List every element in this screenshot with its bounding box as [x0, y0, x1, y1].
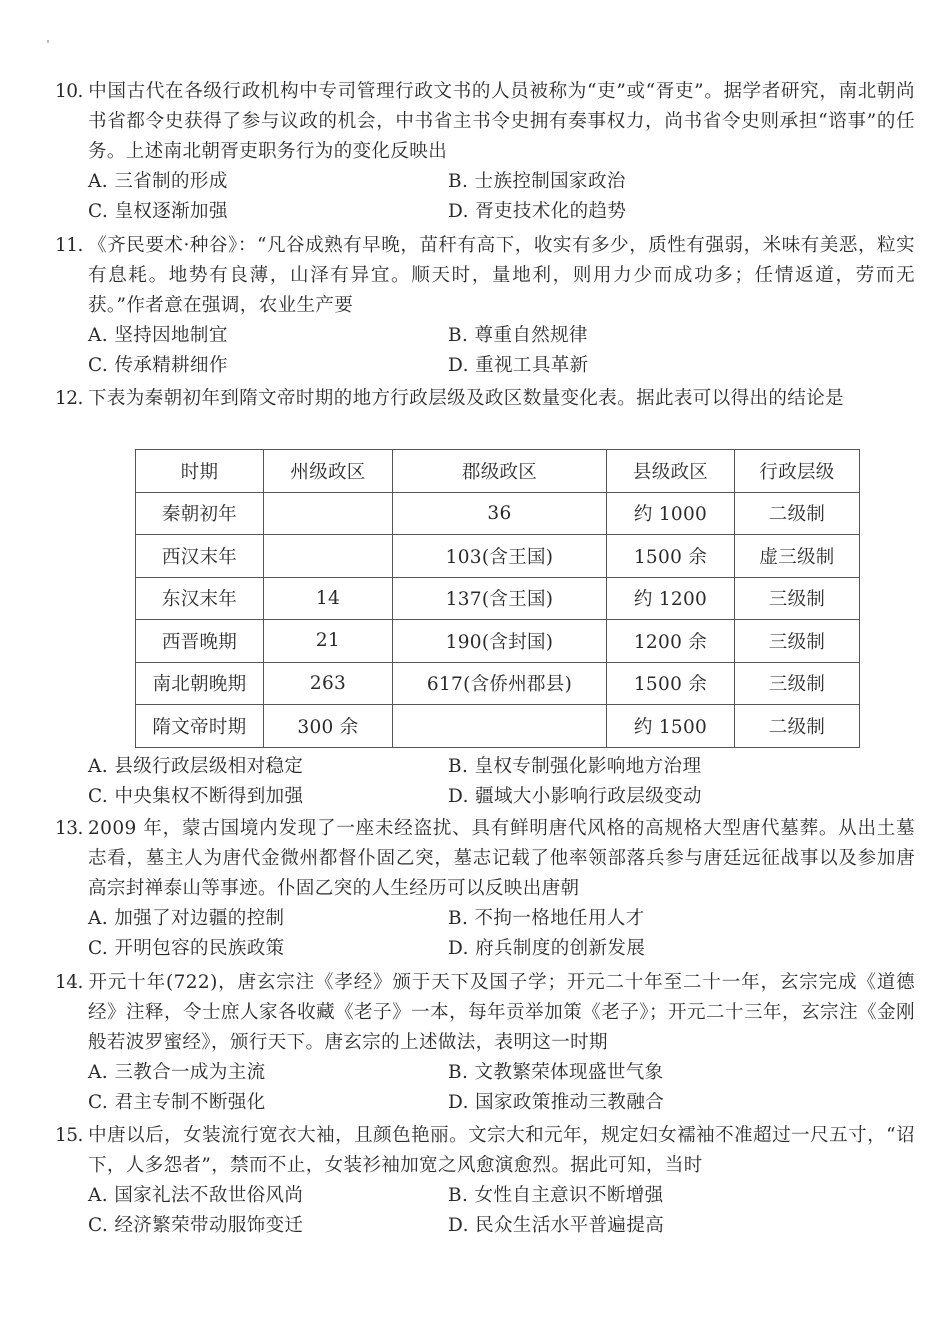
question-stem — [55, 968, 915, 1058]
cell: 约 1000 — [607, 492, 735, 535]
question-stem — [55, 1121, 915, 1181]
option-d[interactable]: D. 民众生活水平普遍提高 — [448, 1215, 665, 1236]
option-c[interactable]: C. 开明包容的民族政策 — [88, 938, 285, 959]
option-a[interactable]: A. 县级行政层级相对稳定 — [88, 756, 304, 777]
cell: 二级制 — [735, 705, 860, 748]
table-row — [136, 662, 860, 705]
cell: 1500 余 — [607, 535, 735, 578]
question-14 — [55, 968, 915, 1118]
question-15 — [55, 1121, 915, 1241]
scan-speck — [47, 40, 49, 43]
option-d[interactable]: D. 重视工具革新 — [448, 355, 589, 376]
question-11 — [55, 231, 915, 381]
question-number: 15. — [55, 1125, 83, 1146]
cell: 21 — [264, 620, 393, 663]
options — [55, 904, 915, 964]
question-text: 中唐以后，女装流行宽衣大袖，且颜色艳丽。文宗大和元年，规定妇女襦袖不准超过一尺五寸，“诏下，人多怨者”，禁而不止，女装衫袖加宽之风愈演愈烈。据此可知，当时 — [88, 1125, 915, 1176]
option-b[interactable]: B. 皇权专制强化影响地方治理 — [448, 756, 702, 777]
cell: 1500 余 — [607, 662, 735, 705]
options — [55, 1058, 915, 1118]
option-c[interactable]: C. 君主专制不断强化 — [88, 1092, 266, 1113]
admin-levels-table — [135, 449, 860, 748]
cell: 三级制 — [735, 577, 860, 620]
option-b[interactable]: B. 不拘一格地任用人才 — [448, 908, 645, 929]
option-a[interactable]: A. 加强了对边疆的控制 — [88, 908, 285, 929]
cell: 190(含封国) — [393, 620, 607, 663]
question-number: 12. — [55, 388, 83, 409]
option-d[interactable]: D. 疆域大小影响行政层级变动 — [448, 786, 702, 807]
cell: 西晋晚期 — [136, 620, 264, 663]
cell — [264, 492, 393, 535]
cell: 约 1500 — [607, 705, 735, 748]
question-12 — [55, 384, 915, 414]
option-c[interactable]: C. 皇权逐渐加强 — [88, 201, 228, 222]
question-number: 13. — [55, 818, 83, 839]
option-c[interactable]: C. 经济繁荣带动服饰变迁 — [88, 1215, 304, 1236]
cell: 137(含王国) — [393, 577, 607, 620]
cell: 东汉末年 — [136, 577, 264, 620]
cell: 秦朝初年 — [136, 492, 264, 535]
table-row — [136, 492, 860, 535]
question-12-options — [55, 752, 915, 812]
option-d[interactable]: D. 胥吏技术化的趋势 — [448, 201, 627, 222]
table-row — [136, 620, 860, 663]
question-text: 下表为秦朝初年到隋文帝时期的地方行政层级及政区数量变化表。据此表可以得出的结论是 — [88, 388, 845, 409]
question-13 — [55, 814, 915, 964]
question-10 — [55, 77, 915, 227]
question-number: 10. — [55, 81, 83, 102]
option-b[interactable]: B. 文教繁荣体现盛世气象 — [448, 1062, 664, 1083]
header-levels: 行政层级 — [735, 450, 860, 493]
option-b[interactable]: B. 女性自主意识不断增强 — [448, 1185, 664, 1206]
cell: 300 余 — [264, 705, 393, 748]
cell: 约 1200 — [607, 577, 735, 620]
option-b[interactable]: B. 尊重自然规律 — [448, 325, 588, 346]
question-number: 11. — [55, 235, 83, 256]
option-a[interactable]: A. 坚持因地制宜 — [88, 325, 228, 346]
option-a[interactable]: A. 三省制的形成 — [88, 171, 228, 192]
table-row — [136, 577, 860, 620]
cell: 36 — [393, 492, 607, 535]
cell: 南北朝晚期 — [136, 662, 264, 705]
cell: 虚三级制 — [735, 535, 860, 578]
cell: 103(含王国) — [393, 535, 607, 578]
question-number: 14. — [55, 972, 83, 993]
question-text: 2009 年，蒙古国境内发现了一座未经盗扰、具有鲜明唐代风格的高规格大型唐代墓葬。从出土墓志看，墓主人为唐代金微州都督仆固乙突，墓志记载了他率领部落兵参与唐廷远征战事以及参加唐高宗封禅泰山等事迹。仆固乙突的人生经历可以反映出唐朝 — [88, 818, 915, 899]
question-stem — [55, 77, 915, 167]
cell: 隋文帝时期 — [136, 705, 264, 748]
question-stem — [55, 384, 915, 414]
cell: 西汉末年 — [136, 535, 264, 578]
options — [55, 167, 915, 227]
options — [55, 752, 915, 812]
option-a[interactable]: A. 国家礼法不敌世俗风尚 — [88, 1185, 304, 1206]
option-c[interactable]: C. 传承精耕细作 — [88, 355, 228, 376]
question-text: 中国古代在各级行政机构中专司管理行政文书的人员被称为“吏”或“胥吏”。据学者研究，南北朝尚书省都令史获得了参与议政的机会，中书省主书令史拥有奏事权力，尚书省令史则承担“谘事”的任务。上述南北朝胥吏职务行为的变化反映出 — [88, 81, 915, 162]
question-text: 开元十年(722)，唐玄宗注《孝经》颁于天下及国子学；开元二十年至二十一年，玄宗完成《道德经》注释，令士庶人家各收藏《老子》一本，每年贡举加策《老子》；开元二十三年，玄宗注《金刚般若波罗蜜经》，颁行天下。唐玄宗的上述做法，表明这一时期 — [88, 972, 915, 1053]
header-jun: 郡级政区 — [393, 450, 607, 493]
option-c[interactable]: C. 中央集权不断得到加强 — [88, 786, 304, 807]
cell: 三级制 — [735, 620, 860, 663]
header-xian: 县级政区 — [607, 450, 735, 493]
cell: 14 — [264, 577, 393, 620]
question-text: 《齐民要术·种谷》：“凡谷成熟有早晚，苗秆有高下，收实有多少，质性有强弱，米味有美恶，粒实有息耗。地势有良薄，山泽有异宜。顺天时，量地利，则用力少而成功多；任情返道，劳而无获。”作者意在强调，农业生产要 — [88, 235, 915, 316]
options — [55, 1181, 915, 1241]
option-d[interactable]: D. 国家政策推动三教融合 — [448, 1092, 665, 1113]
table-row — [136, 705, 860, 748]
option-d[interactable]: D. 府兵制度的创新发展 — [448, 938, 646, 959]
cell — [264, 535, 393, 578]
option-a[interactable]: A. 三教合一成为主流 — [88, 1062, 266, 1083]
cell: 1200 余 — [607, 620, 735, 663]
options — [55, 321, 915, 381]
table-row — [136, 535, 860, 578]
header-zhou: 州级政区 — [264, 450, 393, 493]
cell — [393, 705, 607, 748]
question-stem — [55, 814, 915, 904]
cell: 二级制 — [735, 492, 860, 535]
option-b[interactable]: B. 士族控制国家政治 — [448, 171, 626, 192]
cell: 三级制 — [735, 662, 860, 705]
cell: 263 — [264, 662, 393, 705]
cell: 617(含侨州郡县) — [393, 662, 607, 705]
question-stem — [55, 231, 915, 321]
header-period: 时期 — [136, 450, 264, 493]
table-header-row — [136, 450, 860, 493]
